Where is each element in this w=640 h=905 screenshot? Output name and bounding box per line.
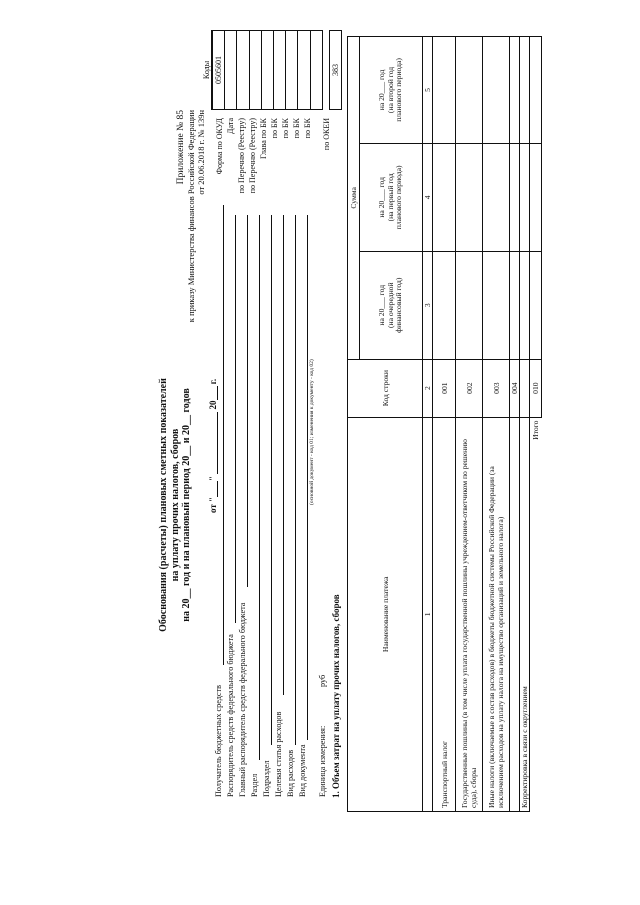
col-header-sum: Сумма (348, 37, 360, 360)
col-num-4: 4 (423, 143, 433, 251)
sum-year-1-line-1: на 20___ год (376, 284, 386, 326)
row-name: Транспортный налог (433, 417, 456, 811)
row-sum-1[interactable] (510, 251, 520, 359)
field-manager-label: Распорядитель средств федерального бюджета (226, 634, 235, 797)
field-target-article-blank[interactable] (283, 215, 284, 695)
row-sum-2[interactable] (483, 143, 510, 251)
bk-label-3: по БК (292, 118, 301, 139)
col-header-sum-year-1 (360, 251, 423, 359)
sum-year-1-line-3: финансовый год) (394, 277, 404, 333)
field-doc-type-blank[interactable] (307, 215, 308, 740)
document-date-line (208, 379, 218, 513)
total-sum-1[interactable] (530, 251, 542, 359)
date-suffix: г. (208, 378, 218, 385)
code-okei: 383 (329, 31, 341, 110)
code-date[interactable] (225, 31, 237, 110)
row-sum-2[interactable] (433, 143, 456, 251)
table-row (520, 37, 530, 812)
code-bk-1[interactable] (273, 31, 285, 110)
table-row (510, 37, 520, 812)
code-okud: 0505601 (212, 31, 225, 110)
date-year-prefix: 20 (208, 400, 218, 410)
date-quote: " (208, 475, 218, 481)
date-prefix: от " (208, 496, 218, 513)
tax-costs-table (347, 36, 542, 812)
total-row (530, 37, 542, 812)
row-code (520, 359, 530, 417)
doc-type-note: (основной документ - код 01; изменения к документу - код 02) (309, 359, 315, 505)
bk-label-1: по БК (270, 118, 279, 139)
row-code: 004 (510, 359, 520, 417)
total-sum-3[interactable] (530, 37, 542, 144)
field-expense-type-label: Вид расходов (286, 749, 295, 797)
bk-label-4: по БК (303, 118, 312, 139)
table-row (456, 37, 483, 812)
row-sum-3[interactable] (520, 37, 530, 144)
code-bk-2[interactable] (286, 31, 298, 110)
form-title (158, 325, 193, 685)
field-main-manager-blank[interactable] (247, 215, 248, 587)
sum-year-1-line-2: (на очередной (385, 282, 395, 328)
date-label: Дата (226, 118, 235, 134)
col-num-2: 2 (423, 359, 433, 417)
table-row (433, 37, 456, 812)
code-reestr-1[interactable] (237, 31, 249, 110)
row-code: 003 (483, 359, 510, 417)
row-code: 002 (456, 359, 483, 417)
row-name (510, 417, 520, 811)
col-num-5: 5 (423, 37, 433, 144)
row-sum-3[interactable] (456, 37, 483, 144)
title-line-1: Обоснования (расчеты) плановых сметных показателей (158, 378, 169, 632)
row-code: 001 (433, 359, 456, 417)
sum-year-3-line-3: планового периода) (394, 58, 404, 122)
row-sum-3[interactable] (510, 37, 520, 144)
total-label: Итого (531, 420, 541, 440)
col-num-3: 3 (423, 251, 433, 359)
okei-label: по ОКЕИ (322, 118, 331, 151)
sum-year-2-line-1: на 20___ год (376, 177, 386, 218)
row-sum-3[interactable] (433, 37, 456, 144)
sum-year-2-line-3: планового периода) (394, 165, 404, 230)
field-subsection-label: Подраздел (262, 760, 271, 797)
field-manager-blank[interactable] (235, 215, 236, 623)
total-sum-2[interactable] (530, 143, 542, 251)
appendix-order: к приказу Министерства финансов Российской Федерации (185, 110, 196, 323)
total-code: 010 (530, 359, 542, 417)
field-section-label: Раздел (250, 773, 259, 797)
code-reestr-2[interactable] (249, 31, 261, 110)
field-recipient-blank[interactable] (223, 205, 224, 665)
appendix-date: от 20.06.2018 г. № 139н (195, 110, 206, 195)
row-sum-1[interactable] (520, 251, 530, 359)
row-name: Иные налоги (включаемые в состав расходов) в бюджеты бюджетной системы Российской Федерации (за исключением расходов на уплату налога на имущество организаций и земельного налога) (483, 417, 510, 811)
code-bk-3[interactable] (298, 31, 310, 110)
title-line-3: на 20__ год и на плановый период 20__ и 20__ годов (181, 388, 192, 622)
field-target-article-label: Целевая статья расходов (274, 711, 283, 797)
field-doc-type-label: Вид документа (298, 744, 307, 797)
glava-label: Глава по БК (259, 118, 268, 159)
col-header-sum-year-3 (360, 37, 423, 144)
col-header-sum-year-2 (360, 143, 423, 251)
field-recipient-label: Получатель бюджетных средств (214, 684, 223, 797)
reestr-label-2: по Перечню (Реестру) (248, 118, 257, 194)
appendix-number: Приложение № 85 (176, 110, 186, 185)
row-sum-3[interactable] (483, 37, 510, 144)
field-expense-type-blank[interactable] (295, 215, 296, 745)
date-year-blank[interactable] (208, 386, 218, 400)
row-sum-2[interactable] (510, 143, 520, 251)
field-section-blank[interactable] (259, 215, 260, 760)
date-month-blank[interactable] (208, 412, 218, 474)
row-sum-1[interactable] (433, 251, 456, 359)
sum-year-2-line-2: (на первый год (385, 173, 395, 222)
row-sum-1[interactable] (456, 251, 483, 359)
col-header-code: Код строки (348, 359, 423, 417)
code-bk-4[interactable] (310, 31, 322, 110)
title-line-2: на уплату прочих налогов, сборов (169, 428, 181, 582)
row-name: Государственные пошлины (в том числе уплата государственной пошлины учреждением-ответчиком по решению суда), сборы (456, 417, 483, 811)
row-sum-2[interactable] (456, 143, 483, 251)
column-number-row (423, 37, 433, 812)
unit-label: Единица измерения: (318, 725, 327, 797)
col-header-name: Наименование платежа (348, 417, 423, 811)
field-main-manager-label: Главный распорядитель средств федерального бюджета (238, 602, 247, 797)
sum-year-3-line-2: (на второй год (385, 66, 395, 114)
col-num-1: 1 (423, 417, 433, 811)
reestr-label-1: по Перечню (Реестру) (237, 118, 246, 194)
table-row (483, 37, 510, 812)
sum-year-3-line-1: на 20___ год (376, 69, 386, 111)
codes-box (201, 30, 342, 110)
unit-value: руб (318, 674, 327, 687)
row-sum-1[interactable] (483, 251, 510, 359)
date-day-blank[interactable] (208, 481, 218, 497)
codes-header: Коды (201, 60, 211, 80)
row-sum-2[interactable] (520, 143, 530, 251)
codes-spacer (322, 31, 329, 110)
section-1-title: 1. Объем затрат на уплату прочих налогов, сборов (331, 594, 341, 798)
bk-label-2: по БК (281, 118, 290, 139)
code-glava[interactable] (261, 31, 273, 110)
row-name: Корректировка в связи с округлением (520, 417, 530, 811)
okud-label: Форма по ОКУД (215, 118, 224, 175)
field-subsection-blank[interactable] (271, 215, 272, 745)
